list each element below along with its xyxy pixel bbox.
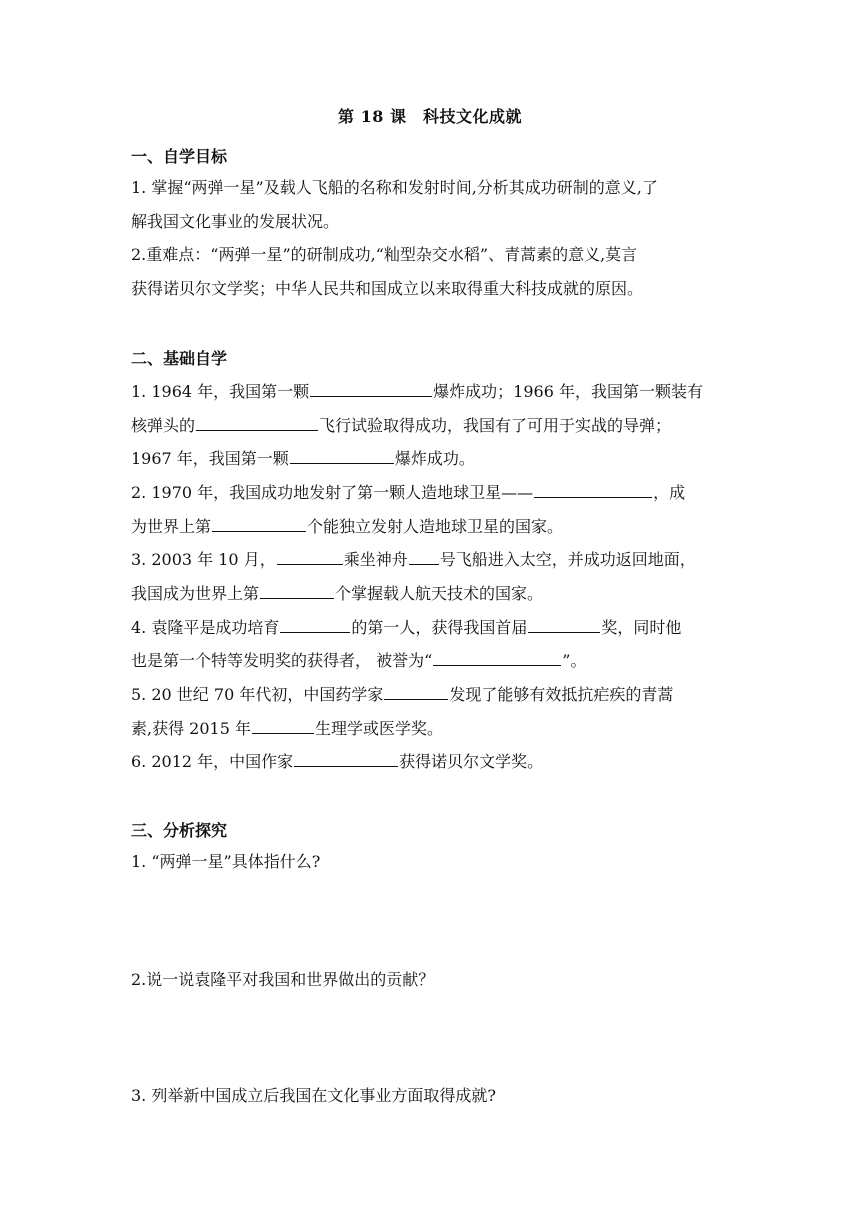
question-text: 飞行试验取得成功，我国有了可用于实战的导弹；: [319, 416, 672, 435]
question-text: 爆炸成功；1966 年，我国第一颗装有: [433, 382, 703, 401]
question-text: 奖，同时他: [601, 618, 682, 637]
answer-blank-writer[interactable]: [294, 750, 398, 767]
section2-heading: 二、基础自学: [131, 349, 228, 368]
answer-blank-rice-type[interactable]: [280, 616, 350, 633]
question-text: ”。: [562, 651, 587, 670]
question-text: 我国成为世界上第: [131, 584, 260, 603]
question-text: 获得诺贝尔文学奖。: [399, 752, 544, 771]
answer-blank-satellite-name[interactable]: [534, 481, 652, 498]
section1-line-3: 2.重难点：“两弹一星”的研制成功,“籼型杂交水稻”、青蒿素的意义,莫言: [131, 245, 638, 264]
section3-heading: 三、分析探究: [131, 821, 228, 840]
question-3-line-1: [131, 548, 696, 570]
question-text: 个掌握载人航天技术的国家。: [335, 584, 544, 603]
answer-blank-satellite-rank[interactable]: [212, 515, 306, 532]
question-text: 为世界上第: [131, 517, 212, 536]
question-5-line-2: [131, 717, 443, 739]
section1-line-4: 获得诺贝尔文学奖；中华人民共和国成立以来取得重大科技成就的原因。: [131, 279, 644, 298]
analysis-question-1: 1. “两弹一星”具体指什么?: [131, 852, 321, 871]
question-text: ，成: [653, 483, 686, 502]
question-text: 个能独立发射人造地球卫星的国家。: [307, 517, 564, 536]
question-text: 的第一人，获得我国首届: [351, 618, 528, 637]
question-1-line-3: [131, 447, 475, 469]
analysis-question-2: 2.说一说袁隆平对我国和世界做出的贡献？: [131, 970, 435, 989]
question-text: 3. 2003 年 10 月，: [131, 550, 276, 569]
question-text: 发现了能够有效抵抗疟疾的青蒿: [449, 685, 674, 704]
answer-blank-hydrogen-bomb[interactable]: [290, 447, 394, 464]
question-text: 爆炸成功。: [394, 449, 475, 468]
answer-blank-spaceflight-rank[interactable]: [260, 582, 334, 599]
question-1-line-1: [131, 380, 703, 402]
question-text: 核弹头的: [131, 416, 196, 435]
question-3-line-2: [131, 582, 543, 604]
section1-line-1: 1. 掌握“两弹一星”及载人飞船的名称和发射时间,分析其成功研制的意义,了: [131, 178, 658, 197]
question-text: 也是第一个特等发明奖的获得者， 被誉为“: [131, 651, 433, 670]
section1-line-2: 解我国文化事业的发展状况。: [131, 212, 340, 231]
question-text: 2. 1970 年，我国成功地发射了第一颗人造地球卫星——: [131, 483, 534, 502]
question-6-line-1: [131, 750, 543, 772]
question-text: 生理学或医学奖。: [314, 719, 443, 738]
question-4-line-2: [131, 649, 586, 671]
page-title: 第 18 课 科技文化成就: [338, 107, 522, 126]
question-1-line-2: [131, 414, 671, 436]
question-text: 4. 袁隆平是成功培育: [131, 618, 280, 637]
question-2-line-2: [131, 515, 563, 537]
answer-blank-astronaut[interactable]: [277, 548, 343, 565]
question-2-line-1: [131, 481, 685, 503]
question-text: 乘坐神舟: [343, 550, 408, 569]
answer-blank-atomic-bomb[interactable]: [310, 380, 432, 397]
question-text: 号飞船进入太空，并成功返回地面，: [439, 550, 696, 569]
answer-blank-missile[interactable]: [196, 414, 318, 431]
analysis-question-3: 3. 列举新中国成立后我国在文化事业方面取得成就?: [131, 1086, 496, 1105]
question-4-line-1: [131, 616, 681, 638]
question-text: 素,获得 2015 年: [131, 719, 251, 738]
answer-blank-prize-name[interactable]: [252, 717, 314, 734]
answer-blank-shenzhou-number[interactable]: [409, 548, 439, 565]
answer-blank-pharmacist[interactable]: [384, 683, 448, 700]
answer-blank-award-name[interactable]: [528, 616, 600, 633]
question-text: 1. 1964 年，我国第一颗: [131, 382, 310, 401]
section1-heading: 一、自学目标: [131, 147, 228, 166]
question-text: 1967 年，我国第一颗: [131, 449, 289, 468]
answer-blank-honorary-title[interactable]: [433, 649, 561, 666]
question-text: 5. 20 世纪 70 年代初，中国药学家: [131, 685, 384, 704]
question-text: 6. 2012 年，中国作家: [131, 752, 294, 771]
question-5-line-1: [131, 683, 673, 705]
